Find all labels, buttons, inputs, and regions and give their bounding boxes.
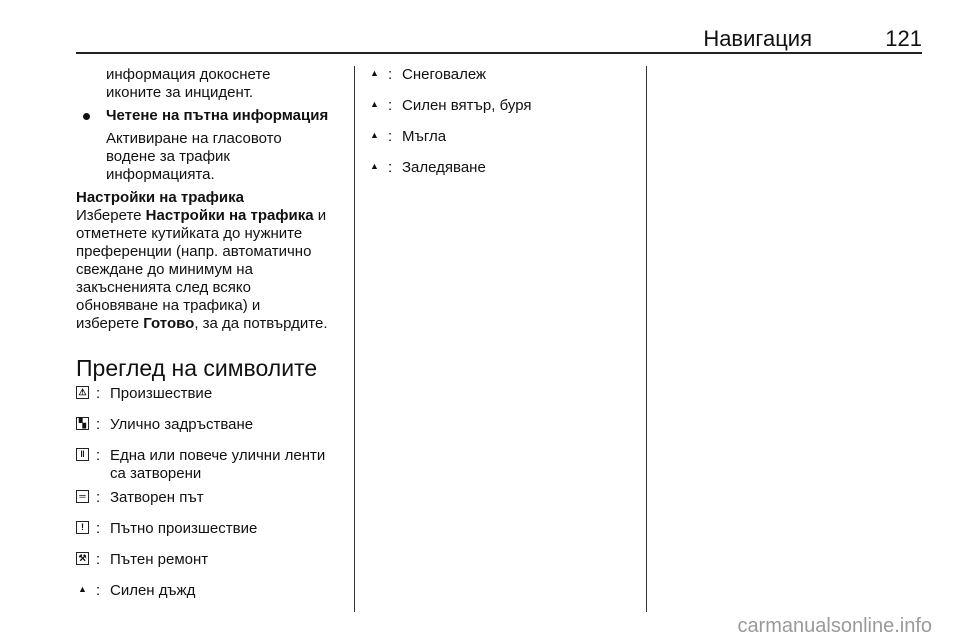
traffic-jam-icon: ▚ [76,417,89,430]
settings-line-5: закъсненията след всяко [76,279,251,296]
symbol-label: Пътно произшествие [110,520,258,537]
page-number: 121 [885,26,922,51]
symbol-label: Заледяване [402,159,486,176]
bullet-line-1: Активиране на гласовото [106,130,282,147]
continued-line-1: информация докоснете [106,66,271,83]
settings-line-1: Изберете Настройки на трафика и [76,207,327,224]
symbol-label: Произшествие [110,385,213,402]
settings-line-4: свеждане до минимум на [76,261,253,278]
header-title: Навигация [703,26,812,51]
symbol-label: Силен вятър, буря [402,97,532,114]
settings-heading: Настройки на трафика [76,189,244,206]
symbol-label: Пътен ремонт [110,551,209,568]
accident-icon: ⚠ [76,386,89,399]
column-divider-left [354,66,355,612]
road-incident-icon: ! [76,521,89,534]
settings-line-7: изберете Готово, за да потвърдите. [76,315,328,332]
symbol-label: Затворен път [110,489,204,506]
roadworks-icon: ⚒ [76,552,89,565]
snowfall-icon: ▲ [370,68,379,78]
section-title: Преглед на символите [76,355,318,381]
settings-line-3: преференции (напр. автоматично [76,243,312,260]
watermark: carmanualsonline.info [737,615,932,637]
bullet-heading: Четене на пътна информация [106,107,329,124]
settings-line-2: отметнете кутийката до нужните [76,225,303,242]
column-divider-right [646,66,647,612]
symbol-label: Улично задръстване [110,416,254,433]
road-closed-icon: ═ [76,490,89,503]
symbol-label: Мъгла [402,128,447,145]
bullet-line-2: водене за трафик [106,148,230,165]
continued-line-2: иконите за инцидент. [106,84,254,101]
bullet-dot [83,113,90,120]
header-rule [76,52,922,54]
symbol-label: Една или повече улични ленти [110,447,326,464]
heavy-rain-icon: ▲ [78,584,87,594]
bullet-line-3: информацията. [106,166,215,183]
symbol-label: Снеговалеж [402,66,487,83]
lanes-closed-icon: ‖ [76,448,89,461]
strong-wind-icon: ▲ [370,99,379,109]
symbol-label: Силен дъжд [110,582,196,599]
icing-icon: ▲ [370,161,379,171]
fog-icon: ▲ [370,130,379,140]
settings-line-6: обновяване на трафика) и [76,297,261,314]
symbol-label-line-2: са затворени [110,465,202,482]
